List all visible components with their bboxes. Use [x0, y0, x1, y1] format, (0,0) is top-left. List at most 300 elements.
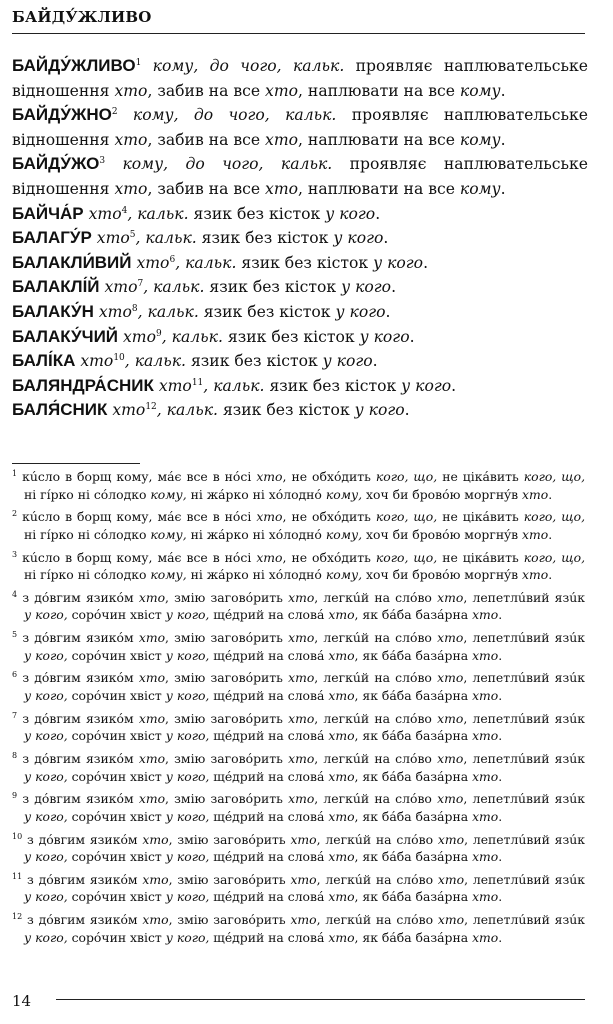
- definition-text: хто: [265, 81, 299, 100]
- definition-text: хто: [136, 253, 170, 272]
- footnote-text: , як бáба базáрна: [354, 688, 473, 703]
- definition-text: кому: [459, 130, 501, 149]
- footnote-line: [12, 750, 585, 768]
- footnote-text: хоч би бровó: [362, 567, 450, 583]
- footnote-text: хто: [437, 791, 464, 807]
- footnote-text: щéдрий на словá: [209, 688, 329, 703]
- footnote-text: вий язú: [526, 912, 578, 928]
- dictionary-entry: [12, 374, 588, 399]
- footnote-text: хто: [437, 871, 465, 887]
- definition-text: хто: [88, 204, 122, 223]
- footnote-text: є все в нó: [174, 509, 241, 525]
- definition-text: у кого: [341, 278, 392, 297]
- footnote-text: у кого,: [165, 808, 210, 824]
- definition-text: кому: [459, 81, 501, 100]
- footnote-line: [12, 768, 585, 786]
- footnote-text: к: [577, 831, 585, 847]
- header-rule: [12, 33, 585, 34]
- footnote-text: хто: [290, 831, 317, 847]
- footnote-text: ні жá: [186, 526, 226, 542]
- footnote-text: рко ні хóлоднó: [225, 567, 326, 583]
- footnote-number: 9: [12, 791, 18, 801]
- definition-text: у кого: [354, 401, 405, 420]
- dictionary-entry: [12, 325, 588, 350]
- footnote-text: , не обхó: [282, 469, 342, 484]
- footnote-text: щéдрий на словá: [209, 929, 329, 945]
- definition-text: , забив на все: [147, 130, 266, 149]
- footnote-text: щéдрий на словá: [209, 768, 329, 784]
- footnote-text: рко ні сó: [50, 526, 109, 542]
- footnote-text: у кого,: [24, 688, 68, 703]
- footnote-line: [12, 526, 585, 544]
- footnote-text: хто: [138, 589, 166, 605]
- footnote-text: сорóчин хвіст: [67, 849, 166, 865]
- footnote-text: хто: [138, 791, 166, 807]
- footnote-text: ю моргнý: [449, 526, 512, 542]
- headword: БАЛАКУ́ЧИЙ: [12, 326, 119, 346]
- footnote-number: 11: [12, 871, 23, 881]
- footnote-ref: 8: [131, 303, 138, 314]
- footnote-text: .: [498, 728, 503, 744]
- definition-text: хто: [80, 352, 114, 371]
- footnote-text: к: [577, 791, 585, 807]
- footnote-text: сло в борщ кому, мá: [37, 469, 175, 484]
- footnote-text: ні гí: [24, 526, 51, 542]
- footnote-text: з дóвгим язикóм: [27, 871, 143, 887]
- footnote-text: вий язú: [526, 871, 578, 887]
- footnote-text: хто: [138, 670, 166, 686]
- footnote-text: кому,: [150, 567, 187, 583]
- footnote-text: хто: [256, 549, 283, 565]
- definition-text: язик без кісток: [196, 229, 334, 248]
- footnote-number: 10: [12, 831, 23, 841]
- footnote-text: .: [498, 808, 503, 824]
- footnote-text: є все в нó: [174, 469, 241, 484]
- headword: БАЙДУ́ЖЛИВО: [12, 56, 136, 75]
- definition-text: кому: [459, 179, 501, 198]
- footnote-rule: [12, 463, 140, 464]
- definition-text: язик без кісток: [236, 253, 374, 272]
- footnote-text: сло в борщ кому, мá: [37, 549, 175, 565]
- footnote-text: й на слóво: [362, 912, 438, 928]
- footnote-text: рко ні сó: [50, 486, 109, 502]
- footnote-text: у кого,: [24, 808, 68, 824]
- footnote-text: кому,: [150, 526, 187, 542]
- footer-rule: [56, 999, 585, 1000]
- definition-text: хто: [265, 179, 299, 198]
- footnote-line: [12, 831, 585, 849]
- footnote-text: дить: [341, 549, 376, 565]
- footnote-text: , лепетлú: [463, 710, 526, 726]
- definition-text: хто: [98, 302, 132, 321]
- headword: БАЛЯ́СНИК: [12, 400, 108, 420]
- footnote-text: в: [511, 567, 523, 583]
- footnote-text: .: [548, 567, 553, 583]
- grammar-note: , кальк.: [143, 278, 205, 297]
- footnote-text: у кого,: [24, 768, 68, 784]
- definition-text: у кого: [359, 327, 410, 346]
- footnote-text: хто: [328, 849, 355, 865]
- footnote-text: .: [498, 889, 503, 905]
- footnote-text: хто: [472, 808, 499, 824]
- footnote-text: хто: [328, 688, 355, 703]
- footnote-text: дить: [341, 469, 376, 484]
- headword: БАЙДУ́ЖНО: [12, 105, 112, 125]
- definition-text: проявляє наплювательське відношення: [12, 155, 588, 198]
- footnote-text: хто: [142, 871, 169, 887]
- definition-text: у кого: [335, 302, 386, 321]
- footnote-text: , як бáба базáрна: [354, 929, 473, 945]
- footnote-text: сі: [240, 509, 257, 525]
- footnote-text: , легкú: [316, 871, 363, 887]
- footnote-ref: 4: [121, 205, 128, 216]
- footnote-text: хто: [328, 768, 355, 784]
- footnote-text: й на слóво: [360, 791, 438, 807]
- definition-text: .: [451, 376, 457, 395]
- footnote-text: хто: [472, 688, 499, 703]
- footnote-text: , як бáба базáрна: [354, 849, 473, 865]
- definition-text: хто: [114, 130, 148, 149]
- footnote-number: 12: [12, 911, 23, 921]
- definition-text: .: [404, 401, 410, 420]
- footnote-text: , як бáба базáрна: [354, 647, 473, 663]
- footnote-text: .: [498, 849, 503, 865]
- grammar-note: , кальк.: [203, 376, 265, 395]
- footnote-line: [12, 727, 585, 745]
- footnote-text: хто: [290, 912, 317, 928]
- footnote-text: , змію заговóрить: [165, 791, 289, 807]
- footnote-text: сорóчин хвіст: [67, 607, 166, 623]
- footnote-text: к: [577, 589, 585, 605]
- footnote-text: кого, що,: [375, 549, 438, 565]
- dictionary-entry: [12, 300, 588, 325]
- grammar-note: , кальк.: [127, 204, 189, 223]
- definition-text: , забив на все: [147, 179, 266, 198]
- footnote-line: [12, 669, 585, 687]
- footnote-ref: 3: [99, 156, 106, 167]
- footnote-text: лодко: [108, 486, 151, 502]
- footnote-text: у кого,: [24, 728, 68, 744]
- footnote-text: рко ні сó: [50, 567, 109, 583]
- footnote-text: хто: [328, 647, 355, 663]
- footnote-text: й на слóво: [360, 750, 438, 766]
- headword: БАЛАКУ́Н: [12, 301, 94, 321]
- definition-text: у кого: [333, 229, 384, 248]
- footnote-line: [12, 647, 585, 665]
- definition-text: язик без кісток: [188, 204, 326, 223]
- footnote: [12, 911, 585, 946]
- definition-text: .: [500, 130, 506, 149]
- dictionary-entry: [12, 275, 588, 300]
- footnote: [12, 750, 585, 785]
- footnote-text: хто: [328, 728, 355, 744]
- footnote: [12, 549, 585, 584]
- footnote-text: у кого,: [165, 768, 210, 784]
- footnote-text: хто: [472, 647, 499, 663]
- footnote-text: сорóчин хвіст: [67, 647, 166, 663]
- definition-text: у кого: [373, 253, 424, 272]
- footnote-text: вий язú: [525, 750, 578, 766]
- footnote-text: хто: [288, 791, 315, 807]
- footnote-ref: 9: [155, 328, 162, 339]
- footnote-text: рко ні хóлоднó: [225, 526, 326, 542]
- footnote-text: хто: [437, 831, 465, 847]
- headword: БАЛАКЛІ́Й: [12, 277, 100, 297]
- grammar-note: кому, до чого, кальк.: [117, 106, 337, 125]
- footnote-text: , змію заговóрить: [165, 670, 289, 686]
- definition-text: язик без кісток: [198, 302, 336, 321]
- footnote-line: [12, 589, 585, 607]
- footnote-text: , легкú: [314, 710, 361, 726]
- footnote-line: [12, 790, 585, 808]
- footnote: [12, 589, 585, 624]
- footnote-text: хто: [437, 750, 464, 766]
- footnote-text: хто: [472, 607, 499, 623]
- footnote-text: , змію заговóрить: [165, 750, 289, 766]
- footnote-text: щéдрий на словá: [209, 728, 329, 744]
- footnote-text: хто: [437, 710, 464, 726]
- footnote-line: [12, 566, 585, 584]
- definition-text: хто: [123, 327, 156, 346]
- footnote-text: хто: [142, 912, 169, 928]
- footnote-text: й на слóво: [360, 589, 438, 605]
- footnote-text: ні жá: [186, 486, 226, 502]
- footnote-text: лодко: [108, 567, 151, 583]
- footnote-text: хто: [328, 808, 355, 824]
- definition-text: язик без кісток: [186, 352, 323, 371]
- definition-text: хто: [158, 376, 192, 395]
- footnote-text: вить: [489, 509, 524, 525]
- footnote-text: хто: [472, 889, 499, 905]
- footnote-text: ні жá: [186, 567, 226, 583]
- headword: БАЛІ́КА: [12, 351, 76, 371]
- footnote-text: сорóчин хвіст: [67, 808, 166, 824]
- footnote-number: 5: [12, 630, 18, 639]
- footnote-text: сі: [240, 549, 257, 565]
- footnote-text: сло в борщ кому, мá: [37, 509, 175, 525]
- definition-text: , наплювати на все: [298, 179, 460, 198]
- footnote-text: хто: [328, 607, 355, 623]
- grammar-note: , кальк.: [161, 327, 223, 346]
- footnote-text: сі: [240, 469, 257, 484]
- definition-text: у кого: [401, 376, 452, 395]
- headword: БАЛАГУ́Р: [12, 228, 92, 248]
- footnote-text: .: [498, 647, 503, 663]
- footnote-text: хто: [256, 469, 283, 484]
- footnote-text: ю моргнý: [449, 486, 512, 502]
- footnote-text: , легкú: [314, 791, 361, 807]
- footnote-text: , легкú: [314, 670, 361, 686]
- running-header: БАЙДУ́ЖЛИВО: [12, 8, 152, 26]
- footnote-text: ю моргнý: [449, 567, 512, 583]
- definition-text: хто: [114, 179, 148, 198]
- footnote-text: щéдрий на словá: [209, 647, 329, 663]
- headword: БАЙЧА́Р: [12, 203, 84, 223]
- footnote-text: , як бáба базáрна: [354, 728, 473, 744]
- footnote-text: , лепетлú: [464, 912, 527, 928]
- footnote-ref: 10: [113, 352, 125, 363]
- footnote-text: , як бáба базáрна: [354, 607, 473, 623]
- footnote-text: щéдрий на словá: [209, 889, 329, 905]
- footnote-text: хто: [288, 589, 315, 605]
- footnote-text: сорóчин хвіст: [67, 929, 166, 945]
- footnote: [12, 871, 585, 906]
- footnote-text: хто: [472, 768, 499, 784]
- definition-text: .: [500, 81, 506, 100]
- definition-text: .: [372, 352, 378, 371]
- footnote-text: кого, що,: [523, 509, 586, 525]
- footnote-text: хто: [328, 929, 355, 945]
- footnote-text: щéдрий на словá: [209, 808, 329, 824]
- footnote-text: й на слóво: [360, 630, 438, 646]
- footnote: [12, 629, 585, 664]
- definition-text: .: [375, 204, 381, 223]
- footnote-text: й на слóво: [360, 670, 438, 686]
- footnote-text: вий язú: [525, 710, 578, 726]
- footnote-text: кому,: [325, 526, 363, 542]
- definition-text: , наплювати на все: [298, 130, 460, 149]
- grammar-note: , кальк.: [156, 401, 218, 420]
- footnote-line: [12, 606, 585, 624]
- footnote-text: хто: [288, 630, 315, 646]
- footnote-text: сорóчин хвіст: [67, 688, 166, 703]
- footnote-text: хто: [138, 710, 166, 726]
- footnote-text: з дóвгим язикóм: [22, 710, 139, 726]
- footnote-line: [12, 508, 585, 526]
- footnote: [12, 468, 585, 503]
- footnote-text: не цікá: [437, 509, 490, 525]
- footnote: [12, 790, 585, 825]
- footnote-number: 2: [12, 509, 18, 519]
- footnote-text: сорóчин хвіст: [67, 889, 166, 905]
- footnote-text: .: [548, 526, 553, 542]
- footnote-text: сорóчин хвіст: [67, 728, 166, 744]
- footnote-text: вий язú: [526, 831, 578, 847]
- footnote-text: хто: [328, 889, 355, 905]
- footnote-text: хоч би бровó: [362, 486, 450, 502]
- footnote-line: [12, 710, 585, 728]
- footnote-text: у кого,: [165, 849, 210, 865]
- dictionary-entries: [12, 54, 588, 423]
- footnote-text: у кого,: [24, 647, 68, 663]
- footnote-text: хто: [472, 849, 499, 865]
- footnote-text: вий язú: [525, 589, 578, 605]
- footnote-text: , змію заговóрить: [165, 589, 289, 605]
- footnote-text: кú: [22, 549, 38, 565]
- footnote-text: у кого,: [165, 647, 210, 663]
- footnote-line: [12, 629, 585, 647]
- footnote-text: .: [548, 486, 553, 502]
- footnote-text: кому,: [150, 486, 187, 502]
- footnote-text: хоч би бровó: [362, 526, 450, 542]
- footnote-text: кого, що,: [375, 469, 438, 484]
- footnote-text: хто: [288, 750, 315, 766]
- definition-text: .: [409, 327, 415, 346]
- footnote-text: вить: [489, 469, 524, 484]
- definition-text: , наплювати на все: [298, 81, 460, 100]
- footnote-line: [12, 486, 585, 504]
- definition-text: .: [385, 302, 391, 321]
- definition-text: хто: [104, 278, 138, 297]
- headword: БАЛАКЛИ́ВИЙ: [12, 252, 132, 272]
- footnote-text: у кого,: [165, 607, 210, 623]
- footnote-text: кого, що,: [375, 509, 438, 525]
- headword: БАЙДУ́ЖО: [12, 154, 100, 174]
- footnote-text: з дóвгим язикóм: [22, 750, 139, 766]
- footnote-text: , лепетлú: [464, 831, 527, 847]
- footnote-text: , лепетлú: [463, 791, 526, 807]
- footnote-text: к: [577, 670, 585, 686]
- footnote-text: хто: [138, 750, 166, 766]
- footnote-text: з дóвгим язикóм: [22, 589, 139, 605]
- footnote: [12, 710, 585, 745]
- footnote-text: вить: [489, 549, 524, 565]
- footnote-text: , як бáба базáрна: [354, 889, 473, 905]
- footnote-text: , змію заговóрить: [168, 912, 291, 928]
- footnote-text: , лепетлú: [463, 630, 526, 646]
- footnote-text: , лепетлú: [463, 670, 526, 686]
- footnote-line: [12, 871, 585, 889]
- definition-text: у кого: [325, 204, 376, 223]
- definition-text: проявляє наплювательське відношення: [12, 57, 588, 100]
- headword: БАЛЯНДРА́СНИК: [12, 375, 154, 395]
- footnote-text: дить: [341, 509, 376, 525]
- dictionary-entry: [12, 54, 588, 103]
- footnote-text: у кого,: [24, 849, 68, 865]
- footnote-text: , легкú: [314, 589, 361, 605]
- footnote-text: хто: [522, 486, 549, 502]
- footnote-text: , легкú: [316, 831, 363, 847]
- footnote-text: .: [498, 688, 503, 703]
- definition-text: хто: [112, 401, 146, 420]
- footnote-line: [12, 468, 585, 486]
- footnote-text: вий язú: [525, 791, 578, 807]
- footnote-text: у кого,: [165, 889, 210, 905]
- footnote-text: , як бáба базáрна: [354, 768, 473, 784]
- footnote-number: 3: [12, 549, 18, 559]
- footnote-text: кому,: [325, 567, 363, 583]
- dictionary-entry: [12, 226, 588, 251]
- footnote-text: хто: [138, 630, 166, 646]
- footnote-text: кú: [22, 509, 38, 525]
- definition-text: язик без кісток: [264, 376, 402, 395]
- footnote-text: у кого,: [165, 688, 210, 703]
- footnote-text: є все в нó: [174, 549, 241, 565]
- footnote-text: у кого,: [24, 607, 68, 623]
- definition-text: .: [500, 179, 506, 198]
- definition-text: .: [391, 278, 397, 297]
- dictionary-entry: [12, 152, 588, 201]
- definition-text: язик без кісток: [217, 401, 355, 420]
- footnote-line: [12, 848, 585, 866]
- footnote-text: , не обхó: [282, 549, 342, 565]
- footnote-number: 1: [12, 468, 18, 478]
- footnote-text: з дóвгим язикóм: [27, 831, 143, 847]
- footnote-text: ні гí: [24, 486, 51, 502]
- footnote-text: хто: [256, 509, 283, 525]
- footnote-text: к: [577, 710, 585, 726]
- footnote-text: .: [498, 929, 503, 945]
- dictionary-entry: [12, 398, 588, 423]
- grammar-note: , кальк.: [135, 229, 197, 248]
- footnote-number: 7: [12, 710, 18, 720]
- footnote-ref: 6: [169, 254, 176, 265]
- footnote-text: хто: [472, 728, 499, 744]
- footnote-text: й на слóво: [362, 871, 438, 887]
- definition-text: язик без кісток: [222, 327, 360, 346]
- footnote-ref: 7: [137, 279, 144, 290]
- footnote-text: сорóчин хвіст: [67, 768, 166, 784]
